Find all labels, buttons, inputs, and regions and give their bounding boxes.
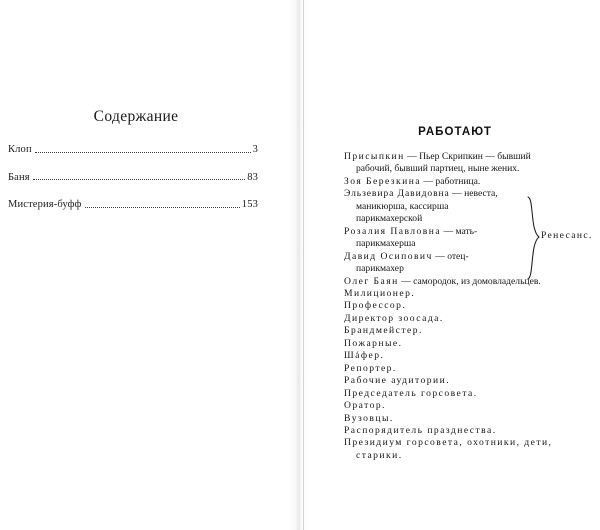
cast-name-continuation: старики. — [356, 449, 403, 461]
cast-name: Репортер. — [344, 362, 397, 374]
cast-name: Розалия Павловна — [344, 225, 442, 237]
left-page — [0, 0, 290, 530]
cast-entry-continuation: парикмахерской — [356, 213, 423, 225]
cast-entry — [344, 425, 600, 437]
cast-entry — [344, 151, 600, 163]
page-title-cast: РАБОТАЮТ — [418, 126, 492, 138]
toc-entry-page: 83 — [247, 171, 258, 183]
toc-entry-label: Мистерия-буфф — [8, 199, 82, 210]
cast-name: Брандмейстер. — [344, 325, 423, 337]
renesans-label: Ренесанс. — [541, 230, 593, 241]
toc-dot-leader — [35, 151, 251, 153]
cast-entry-continuation: парикмахер — [356, 263, 404, 275]
page-title-contents: Содержание — [93, 108, 179, 125]
toc-entry-page: 153 — [241, 199, 258, 210]
cast-desc: — мать- — [441, 225, 478, 237]
toc-dot-leader — [85, 206, 240, 208]
cast-name: Давид Осипович — [344, 250, 433, 262]
cast-name: Директор зоосада. — [344, 312, 444, 324]
toc-entry-page: 3 — [252, 144, 258, 155]
cast-entry — [344, 300, 600, 312]
cast-entry — [344, 388, 600, 400]
cast-list — [344, 151, 600, 462]
toc-entry-label: Клоп — [8, 144, 32, 155]
cast-entry-continuation: маникюрша, кассирша — [356, 200, 449, 212]
cast-name: Оратор. — [344, 400, 386, 412]
cast-entry — [344, 350, 600, 362]
cast-entry — [344, 176, 600, 188]
cast-name: Рабочие аудитории. — [344, 375, 451, 387]
cast-entry — [344, 226, 600, 238]
table-of-contents — [8, 144, 258, 227]
cast-name: Эльзевира Давидовна — [344, 188, 450, 200]
toc-entry — [8, 144, 258, 155]
cast-name: Милиционер. — [344, 287, 416, 299]
cast-name: Профессор. — [344, 300, 407, 312]
toc-entry — [8, 199, 258, 210]
cast-desc: — невеста, — [449, 188, 498, 200]
cast-desc: — отец- — [432, 250, 469, 262]
toc-dot-leader — [33, 178, 245, 180]
cast-name: Президиум горсовета, охотники, дети, — [344, 437, 553, 449]
cast-name: Пожарные. — [344, 337, 403, 349]
cast-name: Вузовцы. — [344, 412, 394, 424]
cast-entry — [344, 400, 600, 412]
cast-name: Председатель горсовета. — [344, 387, 478, 399]
cast-entry — [344, 363, 600, 375]
cast-entry — [344, 338, 600, 350]
cast-name: Шáфер. — [344, 350, 385, 362]
cast-entry — [344, 375, 600, 387]
cast-entry — [344, 313, 600, 325]
cast-name: Распорядитель празднества. — [344, 424, 497, 436]
cast-entry — [344, 413, 600, 425]
book-fold-line — [303, 0, 304, 530]
cast-entry-continuation: рабочий, бывший партиец, ныне жених. — [356, 163, 520, 175]
cast-entry — [344, 251, 600, 263]
cast-desc: — Пьер Скрипкин — бывший — [404, 151, 531, 162]
cast-entry-continuation: парикмахерша — [356, 238, 416, 250]
cast-entry — [344, 188, 600, 200]
right-page — [310, 0, 600, 530]
cast-desc: — работница. — [421, 175, 481, 187]
cast-entry — [344, 276, 600, 288]
cast-entry — [344, 437, 600, 449]
toc-entry — [8, 172, 258, 183]
cast-entry — [344, 288, 600, 300]
cast-name: Олег Баян — [344, 275, 399, 287]
cast-name: Присыпкин — [344, 151, 405, 162]
cast-desc: — самородок, из домовладельцев. — [398, 275, 541, 287]
cast-entry-continuation — [344, 450, 600, 462]
cast-entry — [344, 325, 600, 337]
cast-name: Зоя Березкина — [344, 175, 421, 187]
toc-entry-label: Баня — [8, 171, 30, 183]
